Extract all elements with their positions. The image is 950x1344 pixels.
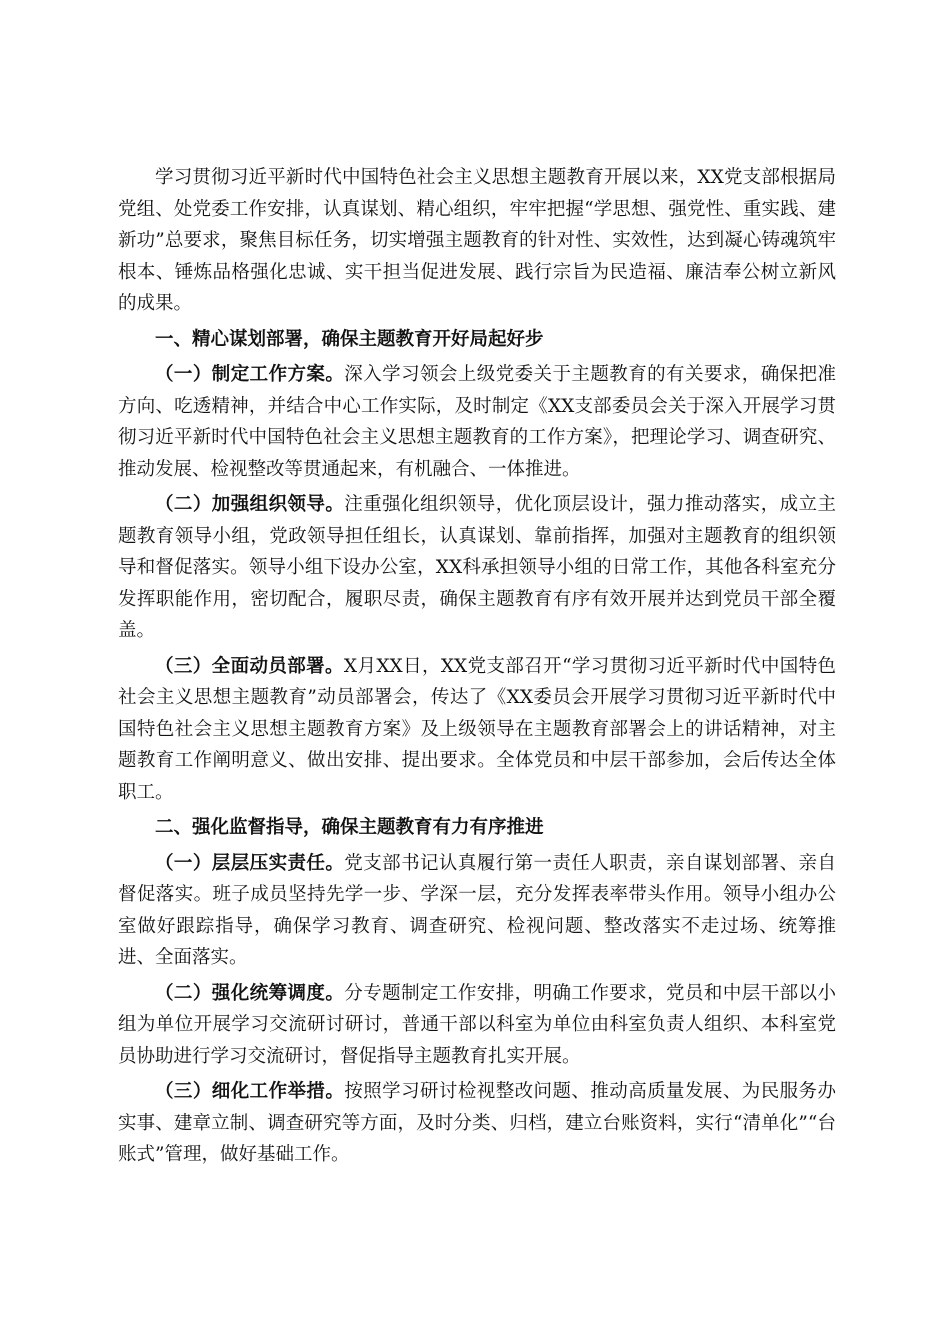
item-text: 按照学习研讨检视整改问题、推动高质量发展、为民服务办实事、建章立制、调查研究等方面，及时分类、归档，建立台账资料，实行“清单化”“台账式”管理，做好基础工作。 — [118, 1081, 836, 1165]
item-lead: （一）层层压实责任。 — [155, 852, 345, 874]
item-text: X月XX日，XX党支部召开“学习贯彻习近平新时代中国特色社会主义思想主题教育”动员部署会，传达了《XX委员会开展学习贯彻习近平新时代中国特色社会主义思想主题教育方案》及上级领导在主题教育部署会上的讲话精神，对主题教育工作阐明意义、做出安排、提出要求。全体党员和中层干部参加，会后传达全体职工。 — [118, 655, 836, 803]
item-text: 党支部书记认真履行第一责任人职责，亲自谋划部署、亲自督促落实。班子成员坚持先学一步、学深一层，充分发挥表率带头作用。领导小组办公室做好跟踪指导，确保学习教育、调查研究、检视问题、整改落实不走过场、统筹推进、全面落实。 — [118, 852, 836, 968]
document-page — [118, 162, 836, 1175]
item-text: 深入学习领会上级党委关于主题教育的有关要求，确保把准方向、吃透精神，并结合中心工作实际，及时制定《XX支部委员会关于深入开展学习贯彻习近平新时代中国特色社会主义思想主题教育的工作方案》，把理论学习、调查研究、推动发展、检视整改等贯通起来，有机融合、一体推进。 — [118, 364, 836, 480]
item-lead: （三）全面动员部署。 — [155, 655, 344, 677]
section-1-heading: 一、精心谋划部署，确保主题教育开好局起好步 — [155, 328, 544, 350]
section-2-item-1 — [118, 848, 836, 974]
item-lead: （二）加强组织领导。 — [155, 494, 345, 515]
section-2-item-3 — [118, 1076, 836, 1171]
section-2-item-2 — [118, 978, 836, 1073]
section-1-item-1 — [118, 359, 836, 485]
intro-paragraph: 学习贯彻习近平新时代中国特色社会主义思想主题教育开展以来，XX党支部根据局党组、处党委工作安排，认真谋划、精心组织，牢牢把握“学思想、强党性、重实践、建新功”总要求，聚焦目标任务，切实增强主题教育的针对性、实效性，达到凝心铸魂筑牢根本、锤炼品格强化忠诚、实干担当促进发展、践行宗旨为民造福、廉洁奉公树立新风的成果。 — [118, 167, 836, 314]
section-2-heading: 二、强化监督指导，确保主题教育有力有序推进 — [155, 817, 544, 838]
item-text: 分专题制定工作安排，明确工作要求，党员和中层干部以小组为单位开展学习交流研讨研讨，普通干部以科室为单位由科室负责人组织、本科室党员协助进行学习交流研讨，督促指导主题教育扎实开展。 — [118, 982, 836, 1067]
item-lead: （一）制定工作方案。 — [155, 364, 345, 385]
section-1-item-3 — [118, 651, 836, 809]
item-lead: （三）细化工作举措。 — [155, 1081, 345, 1102]
section-1-item-2 — [118, 489, 836, 647]
item-lead: （二）强化统筹调度。 — [155, 982, 345, 1004]
item-text: 注重强化组织领导，优化顶层设计，强力推动落实，成立主题教育领导小组，党政领导担任组长，认真谋划、靠前指挥，加强对主题教育的组织领导和督促落实。领导小组下设办公室，XX科承担领导小组的日常工作，其他各科室充分发挥职能作用，密切配合，履职尽责，确保主题教育有序有效开展并达到党员干部全覆盖。 — [118, 494, 836, 641]
